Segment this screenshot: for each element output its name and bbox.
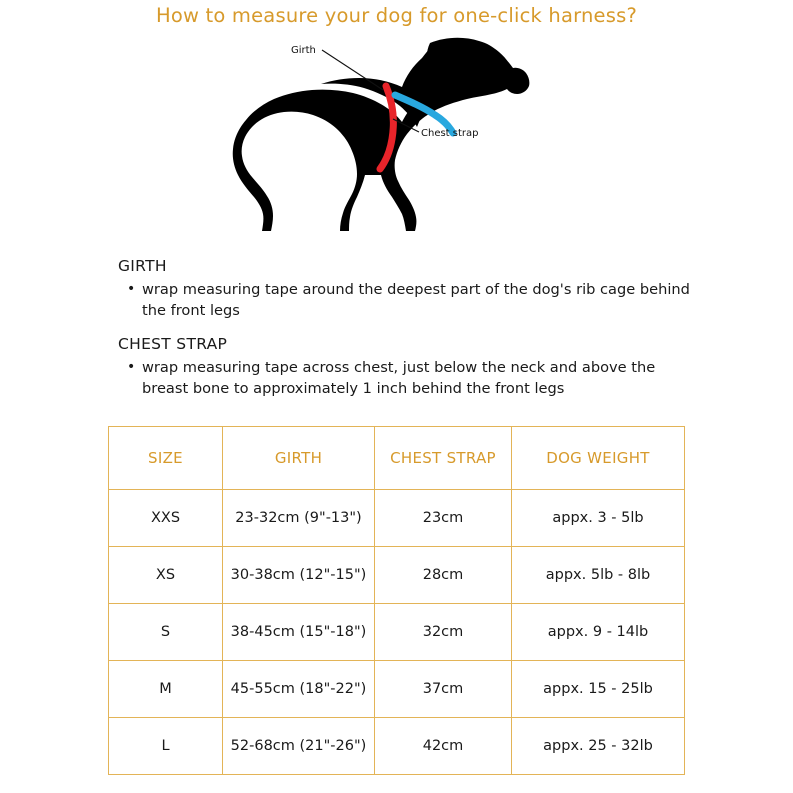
dog-measurement-illustration: [0, 33, 793, 243]
page-title: How to measure your dog for one-click harness?: [156, 4, 637, 27]
cell-dog-weight: appx. 9 - 14lb: [512, 603, 685, 660]
dog-diagram: [187, 33, 607, 238]
dog-silhouette: [232, 38, 529, 231]
size-chart-table: [108, 426, 685, 775]
list-item: • wrap measuring tape around the deepest part of the dog's rib cage behind the front legs: [142, 279, 702, 321]
column-header-girth: GIRTH: [223, 426, 375, 489]
chest-strap-callout-label: Chest strap: [420, 128, 478, 139]
table-row: [109, 717, 685, 774]
cell-size: M: [109, 660, 223, 717]
cell-chest-strap: 28cm: [375, 546, 512, 603]
cell-dog-weight: appx. 5lb - 8lb: [512, 546, 685, 603]
table-row: [109, 603, 685, 660]
column-header-chest-strap: CHEST STRAP: [375, 426, 512, 489]
cell-dog-weight: appx. 3 - 5lb: [512, 489, 685, 546]
cell-chest-strap: 37cm: [375, 660, 512, 717]
table-row: [109, 660, 685, 717]
girth-section: [118, 257, 698, 321]
column-header-size: SIZE: [109, 426, 223, 489]
cell-girth: 45-55cm (18"-22"): [223, 660, 375, 717]
cell-size: XXS: [109, 489, 223, 546]
table-row: [109, 489, 685, 546]
cell-girth: 52-68cm (21"-26"): [223, 717, 375, 774]
cell-girth: 38-45cm (15"-18"): [223, 603, 375, 660]
cell-chest-strap: 23cm: [375, 489, 512, 546]
cell-chest-strap: 42cm: [375, 717, 512, 774]
table-row: [109, 546, 685, 603]
table-header-row: [109, 426, 685, 489]
cell-girth: 30-38cm (12"-15"): [223, 546, 375, 603]
cell-size: S: [109, 603, 223, 660]
girth-callout-label: Girth: [290, 45, 316, 56]
cell-size: XS: [109, 546, 223, 603]
cell-dog-weight: appx. 25 - 32lb: [512, 717, 685, 774]
cell-dog-weight: appx. 15 - 25lb: [512, 660, 685, 717]
cell-size: L: [109, 717, 223, 774]
list-item: • wrap measuring tape across chest, just below the neck and above the breast bone to approximately 1 inch behind the front legs: [142, 357, 702, 399]
column-header-dog-weight: DOG WEIGHT: [512, 426, 685, 489]
chest-strap-heading: CHEST STRAP: [118, 335, 228, 354]
cell-chest-strap: 32cm: [375, 603, 512, 660]
cell-girth: 23-32cm (9"-13"): [223, 489, 375, 546]
girth-bullet-list: [118, 279, 698, 321]
chest-strap-section: [118, 335, 698, 399]
girth-heading: GIRTH: [118, 257, 167, 275]
chest-strap-bullet-list: [118, 357, 698, 399]
